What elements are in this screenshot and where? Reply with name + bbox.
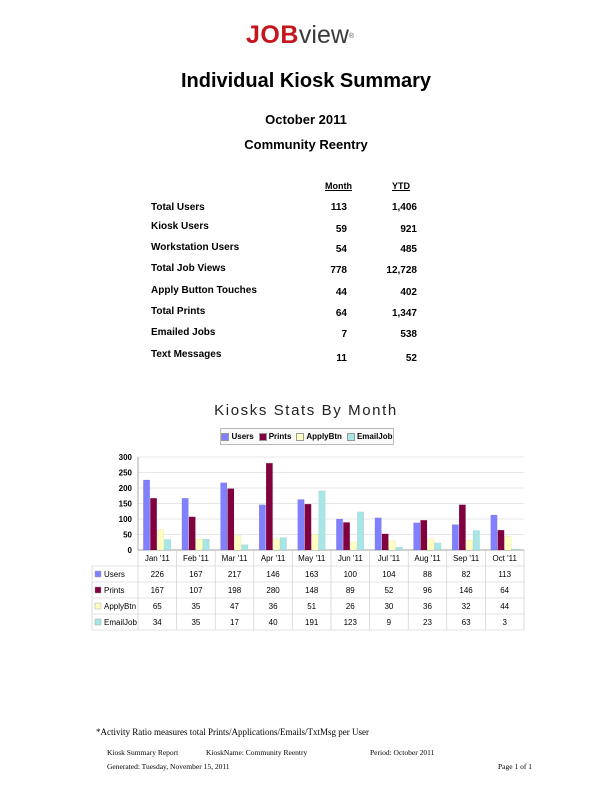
table-value: 35 <box>191 618 201 627</box>
bar-emailjob <box>280 538 287 550</box>
table-value: 36 <box>268 602 278 611</box>
bar-emailjob <box>512 549 519 550</box>
table-value: 17 <box>230 618 239 627</box>
table-value: 146 <box>459 586 473 595</box>
footer-page-number: Page 1 of 1 <box>498 762 532 771</box>
bar-applybtn <box>235 535 242 550</box>
summary-row-month: 64 <box>335 308 347 319</box>
x-tick-label: Sep '11 <box>452 554 480 563</box>
kiosk-name: Community Reentry <box>244 137 368 152</box>
bar-applybtn <box>196 539 203 550</box>
bar-applybtn <box>350 542 357 550</box>
summary-row-ytd: 1,406 <box>391 202 417 213</box>
footer-report-name: Kiosk Summary Report <box>107 748 179 757</box>
summary-row-month: 11 <box>336 353 347 364</box>
summary-row-label: Total Job Views <box>151 263 226 274</box>
bar-prints <box>266 463 273 550</box>
table-value: 51 <box>307 602 317 611</box>
bar-prints <box>228 489 235 550</box>
x-tick-label: Jan '11 <box>144 554 170 563</box>
x-tick-label: Mar '11 <box>221 554 248 563</box>
bar-prints <box>305 504 312 550</box>
x-tick-label: May '11 <box>298 554 326 563</box>
y-tick-label: 100 <box>118 515 132 524</box>
table-value: 36 <box>423 602 432 611</box>
bar-users <box>336 519 343 550</box>
bar-applybtn <box>157 530 164 550</box>
x-tick-label: Feb '11 <box>182 554 209 563</box>
table-value: 280 <box>266 586 280 595</box>
table-value: 146 <box>266 570 280 579</box>
y-tick-label: 250 <box>118 468 132 478</box>
table-value: 148 <box>305 586 319 595</box>
bar-users <box>259 505 266 550</box>
summary-row-month: 44 <box>335 287 347 298</box>
legend-label: ApplyBtn <box>306 432 342 441</box>
table-series-label: Users <box>104 570 125 579</box>
summary-row-ytd: 52 <box>405 353 417 364</box>
bar-users <box>298 499 305 550</box>
bar-users <box>221 483 228 550</box>
summary-row-month: 7 <box>341 329 347 340</box>
table-value: 89 <box>345 586 355 595</box>
bar-prints <box>343 522 350 550</box>
table-value: 100 <box>343 570 357 579</box>
x-tick-label: Jun '11 <box>337 554 363 563</box>
bar-users <box>452 525 459 550</box>
summary-row-month: 59 <box>335 224 347 235</box>
table-value: 88 <box>423 570 432 579</box>
bar-users <box>182 498 189 550</box>
x-tick-label: Oct '11 <box>492 554 517 563</box>
table-value: 123 <box>343 618 357 627</box>
y-tick-label: 300 <box>118 453 132 462</box>
bar-emailjob <box>473 530 480 550</box>
summary-row-label: Total Prints <box>151 306 206 317</box>
table-value: 26 <box>345 602 355 611</box>
bar-prints <box>382 534 389 550</box>
table-value: 217 <box>227 570 242 579</box>
legend-label: Users <box>231 432 254 441</box>
table-value: 34 <box>152 618 162 627</box>
table-value: 47 <box>230 602 239 611</box>
table-series-label: Prints <box>104 586 125 595</box>
bar-applybtn <box>312 534 319 550</box>
table-value: 107 <box>189 586 203 595</box>
table-value: 9 <box>386 618 392 627</box>
table-legend-swatch <box>95 587 101 593</box>
summary-row-ytd: 1,347 <box>391 308 417 319</box>
summary-row-ytd: 921 <box>400 224 417 235</box>
table-series-label: EmailJob <box>104 618 137 627</box>
table-value: 3 <box>502 618 507 627</box>
table-legend-swatch <box>95 603 101 609</box>
table-value: 63 <box>461 618 471 627</box>
y-tick-label: 150 <box>118 499 132 509</box>
bar-emailjob <box>357 512 364 550</box>
bar-emailjob <box>164 539 171 550</box>
bar-emailjob <box>435 543 442 550</box>
bar-prints <box>189 517 196 550</box>
table-value: 167 <box>150 586 164 595</box>
table-value: 191 <box>305 618 319 627</box>
summary-row-month: 54 <box>335 244 347 255</box>
bar-users <box>414 523 421 550</box>
table-value: 32 <box>461 602 471 611</box>
x-tick-label: Aug '11 <box>414 554 441 563</box>
table-value: 52 <box>384 586 394 595</box>
legend-label: Prints <box>268 432 292 441</box>
summary-row-ytd: 485 <box>400 244 417 255</box>
summary-row-label: Emailed Jobs <box>151 327 216 338</box>
report-period: October 2011 <box>265 112 347 127</box>
summary-row-label: Total Users <box>151 202 205 213</box>
footer-generated: Generated: Tuesday, November 15, 2011 <box>107 762 230 771</box>
table-value: 30 <box>384 602 394 611</box>
y-tick-label: 200 <box>118 484 132 493</box>
logo-registered-mark: ® <box>348 33 355 40</box>
summary-row-label: Apply Button Touches <box>151 285 257 296</box>
table-value: 64 <box>500 586 510 595</box>
bar-users <box>491 515 498 550</box>
bar-applybtn <box>505 536 512 550</box>
bar-applybtn <box>389 541 396 550</box>
table-value: 226 <box>150 570 164 579</box>
bar-applybtn <box>428 539 435 550</box>
table-value: 40 <box>268 618 278 627</box>
legend-label: EmailJob <box>356 432 393 441</box>
column-header-ytd: YTD <box>392 181 410 191</box>
table-series-label: ApplyBtn <box>104 602 137 611</box>
bar-applybtn <box>273 539 280 550</box>
x-tick-label: Apr '11 <box>260 554 286 563</box>
x-tick-label: Jul '11 <box>377 554 401 563</box>
bar-prints <box>421 520 428 550</box>
bar-emailjob <box>396 547 403 550</box>
summary-row-label: Kiosk Users <box>151 221 209 232</box>
table-value: 35 <box>191 602 201 611</box>
table-value: 104 <box>382 570 396 579</box>
bar-emailjob <box>319 491 326 550</box>
table-value: 198 <box>227 586 242 595</box>
table-value: 82 <box>461 570 471 579</box>
bar-users <box>143 480 150 550</box>
logo-bold-text: JOB <box>246 21 299 49</box>
table-value: 44 <box>500 602 510 611</box>
bar-users <box>375 518 382 550</box>
bar-prints <box>498 530 505 550</box>
summary-row-month: 778 <box>330 265 347 276</box>
footnote: *Activity Ratio measures total Prints/Applications/Emails/TxtMsg per User <box>96 727 369 737</box>
table-legend-swatch <box>95 619 101 625</box>
table-value: 113 <box>498 570 512 579</box>
y-tick-label: 0 <box>127 546 132 555</box>
summary-row-label: Text Messages <box>151 349 222 360</box>
bar-prints <box>459 505 466 550</box>
bar-emailjob <box>242 545 249 550</box>
table-legend-swatch <box>95 571 101 577</box>
table-value: 23 <box>423 618 432 627</box>
summary-row-ytd: 12,728 <box>386 265 417 276</box>
table-value: 96 <box>423 586 432 595</box>
summary-row-month: 113 <box>330 202 347 213</box>
bar-emailjob <box>203 539 210 550</box>
table-value: 167 <box>189 570 203 579</box>
logo-light-text: view <box>298 21 349 49</box>
page-title: Individual Kiosk Summary <box>180 70 432 92</box>
footer-period: Period: October 2011 <box>370 748 435 757</box>
table-value: 65 <box>152 602 162 611</box>
summary-row-label: Workstation Users <box>151 242 240 253</box>
summary-row-ytd: 538 <box>400 329 417 340</box>
bar-prints <box>150 498 157 550</box>
column-header-month: Month <box>325 181 352 191</box>
y-tick-label: 50 <box>123 530 132 540</box>
bar-applybtn <box>466 540 473 550</box>
chart-title: Kiosks Stats By Month <box>214 402 398 419</box>
footer-kiosk-name: KioskName: Community Reentry <box>206 748 308 757</box>
table-value: 163 <box>305 570 319 579</box>
summary-row-ytd: 402 <box>400 287 417 298</box>
